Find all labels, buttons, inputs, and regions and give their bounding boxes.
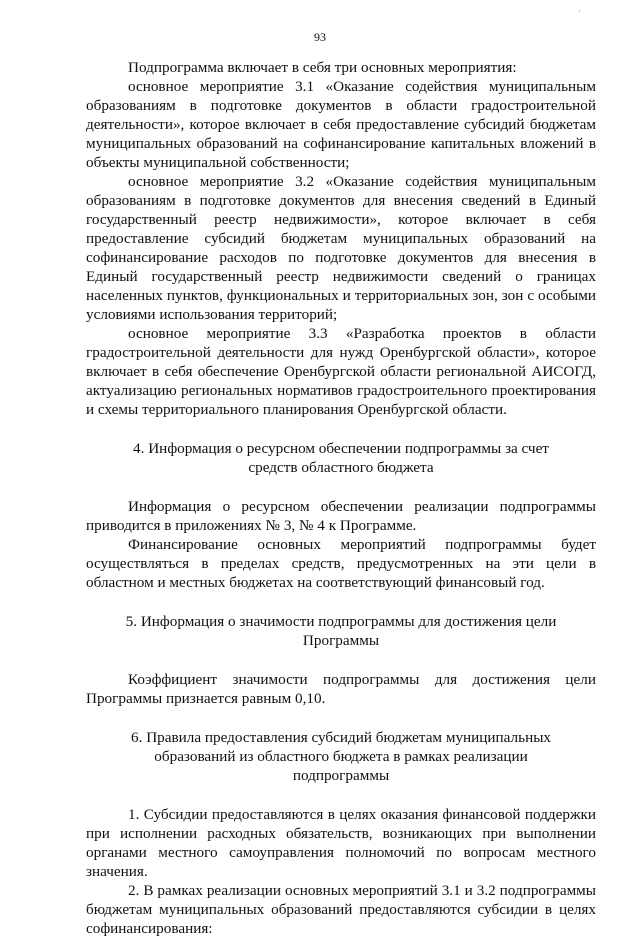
section-4-paragraph-1: Информация о ресурсном обеспечении реализации подпрограммы приводится в приложениях № 3, № 4 к Программе. <box>86 498 596 534</box>
spacer <box>86 419 596 439</box>
section-6-heading: 6. Правила предоставления субсидий бюджетам муниципальных образований из областного бюджета в рамках реализации подпрограммы <box>131 729 551 784</box>
page-content <box>86 58 596 938</box>
page-number: 93 <box>314 30 326 44</box>
intro-paragraph: Подпрограмма включает в себя три основных мероприятия: <box>128 59 517 76</box>
spacer <box>86 785 596 805</box>
spacer <box>86 477 596 497</box>
spacer <box>86 708 596 728</box>
paragraph-item-3-2: основное мероприятие 3.2 «Оказание содействия муниципальным образованиям в подготовке документов для внесения сведений в Единый государственный реестр недвижимости», которое включает в себя предоставление субсидий бюджетам муниципальных образований на софинансирование расходов по подготовке документов для внесения в Единый государственный реестр недвижимости сведений о границах населенных пунктов, функциональных и территориальных зон, зон с особыми условиями использования территорий; <box>86 173 596 323</box>
section-6-paragraph-2: 2. В рамках реализации основных мероприятий 3.1 и 3.2 подпрограммы бюджетам муниципальных образований предоставляются субсидии в целях софинансирования: <box>86 882 596 937</box>
spacer <box>86 650 596 670</box>
paragraph-item-3-1: основное мероприятие 3.1 «Оказание содействия муниципальным образованиям в подготовке документов в области градостроительной деятельности», которое включает в себя предоставление субсидий бюджетам муниципальных образований на софинансирование капитальных вложений в объекты муниципальной собственности; <box>86 78 596 171</box>
spacer <box>86 592 596 612</box>
paragraph-item-3-3: основное мероприятие 3.3 «Разработка проектов в области градостроительной деятельности для нужд Оренбургской области», которое включает в себя обеспечение Оренбургской области региональной АИСОГД, актуализацию региональных нормативов градостроительного проектирования и схемы территориального планирования Оренбургской области. <box>86 325 596 418</box>
section-4-paragraph-2: Финансирование основных мероприятий подпрограммы будет осуществляться в пределах средств, предусмотренных на эти цели в областном и местных бюджетах на соответствующий финансовый год. <box>86 536 596 591</box>
section-4-heading: 4. Информация о ресурсном обеспечении подпрограммы за счет средств областного бюджета <box>133 440 549 476</box>
section-5-paragraph-1: Коэффициент значимости подпрограммы для достижения цели Программы признается равным 0,10. <box>86 671 596 707</box>
section-5-heading: 5. Информация о значимости подпрограммы для достижения цели Программы <box>125 613 557 649</box>
section-6-paragraph-1: 1. Субсидии предоставляются в целях оказания финансовой поддержки при исполнении расходных обязательств, возникающих при выполнении органами местного самоуправления полномочий по вопросам местного значения. <box>86 806 596 880</box>
corner-mark: ' <box>578 9 580 18</box>
